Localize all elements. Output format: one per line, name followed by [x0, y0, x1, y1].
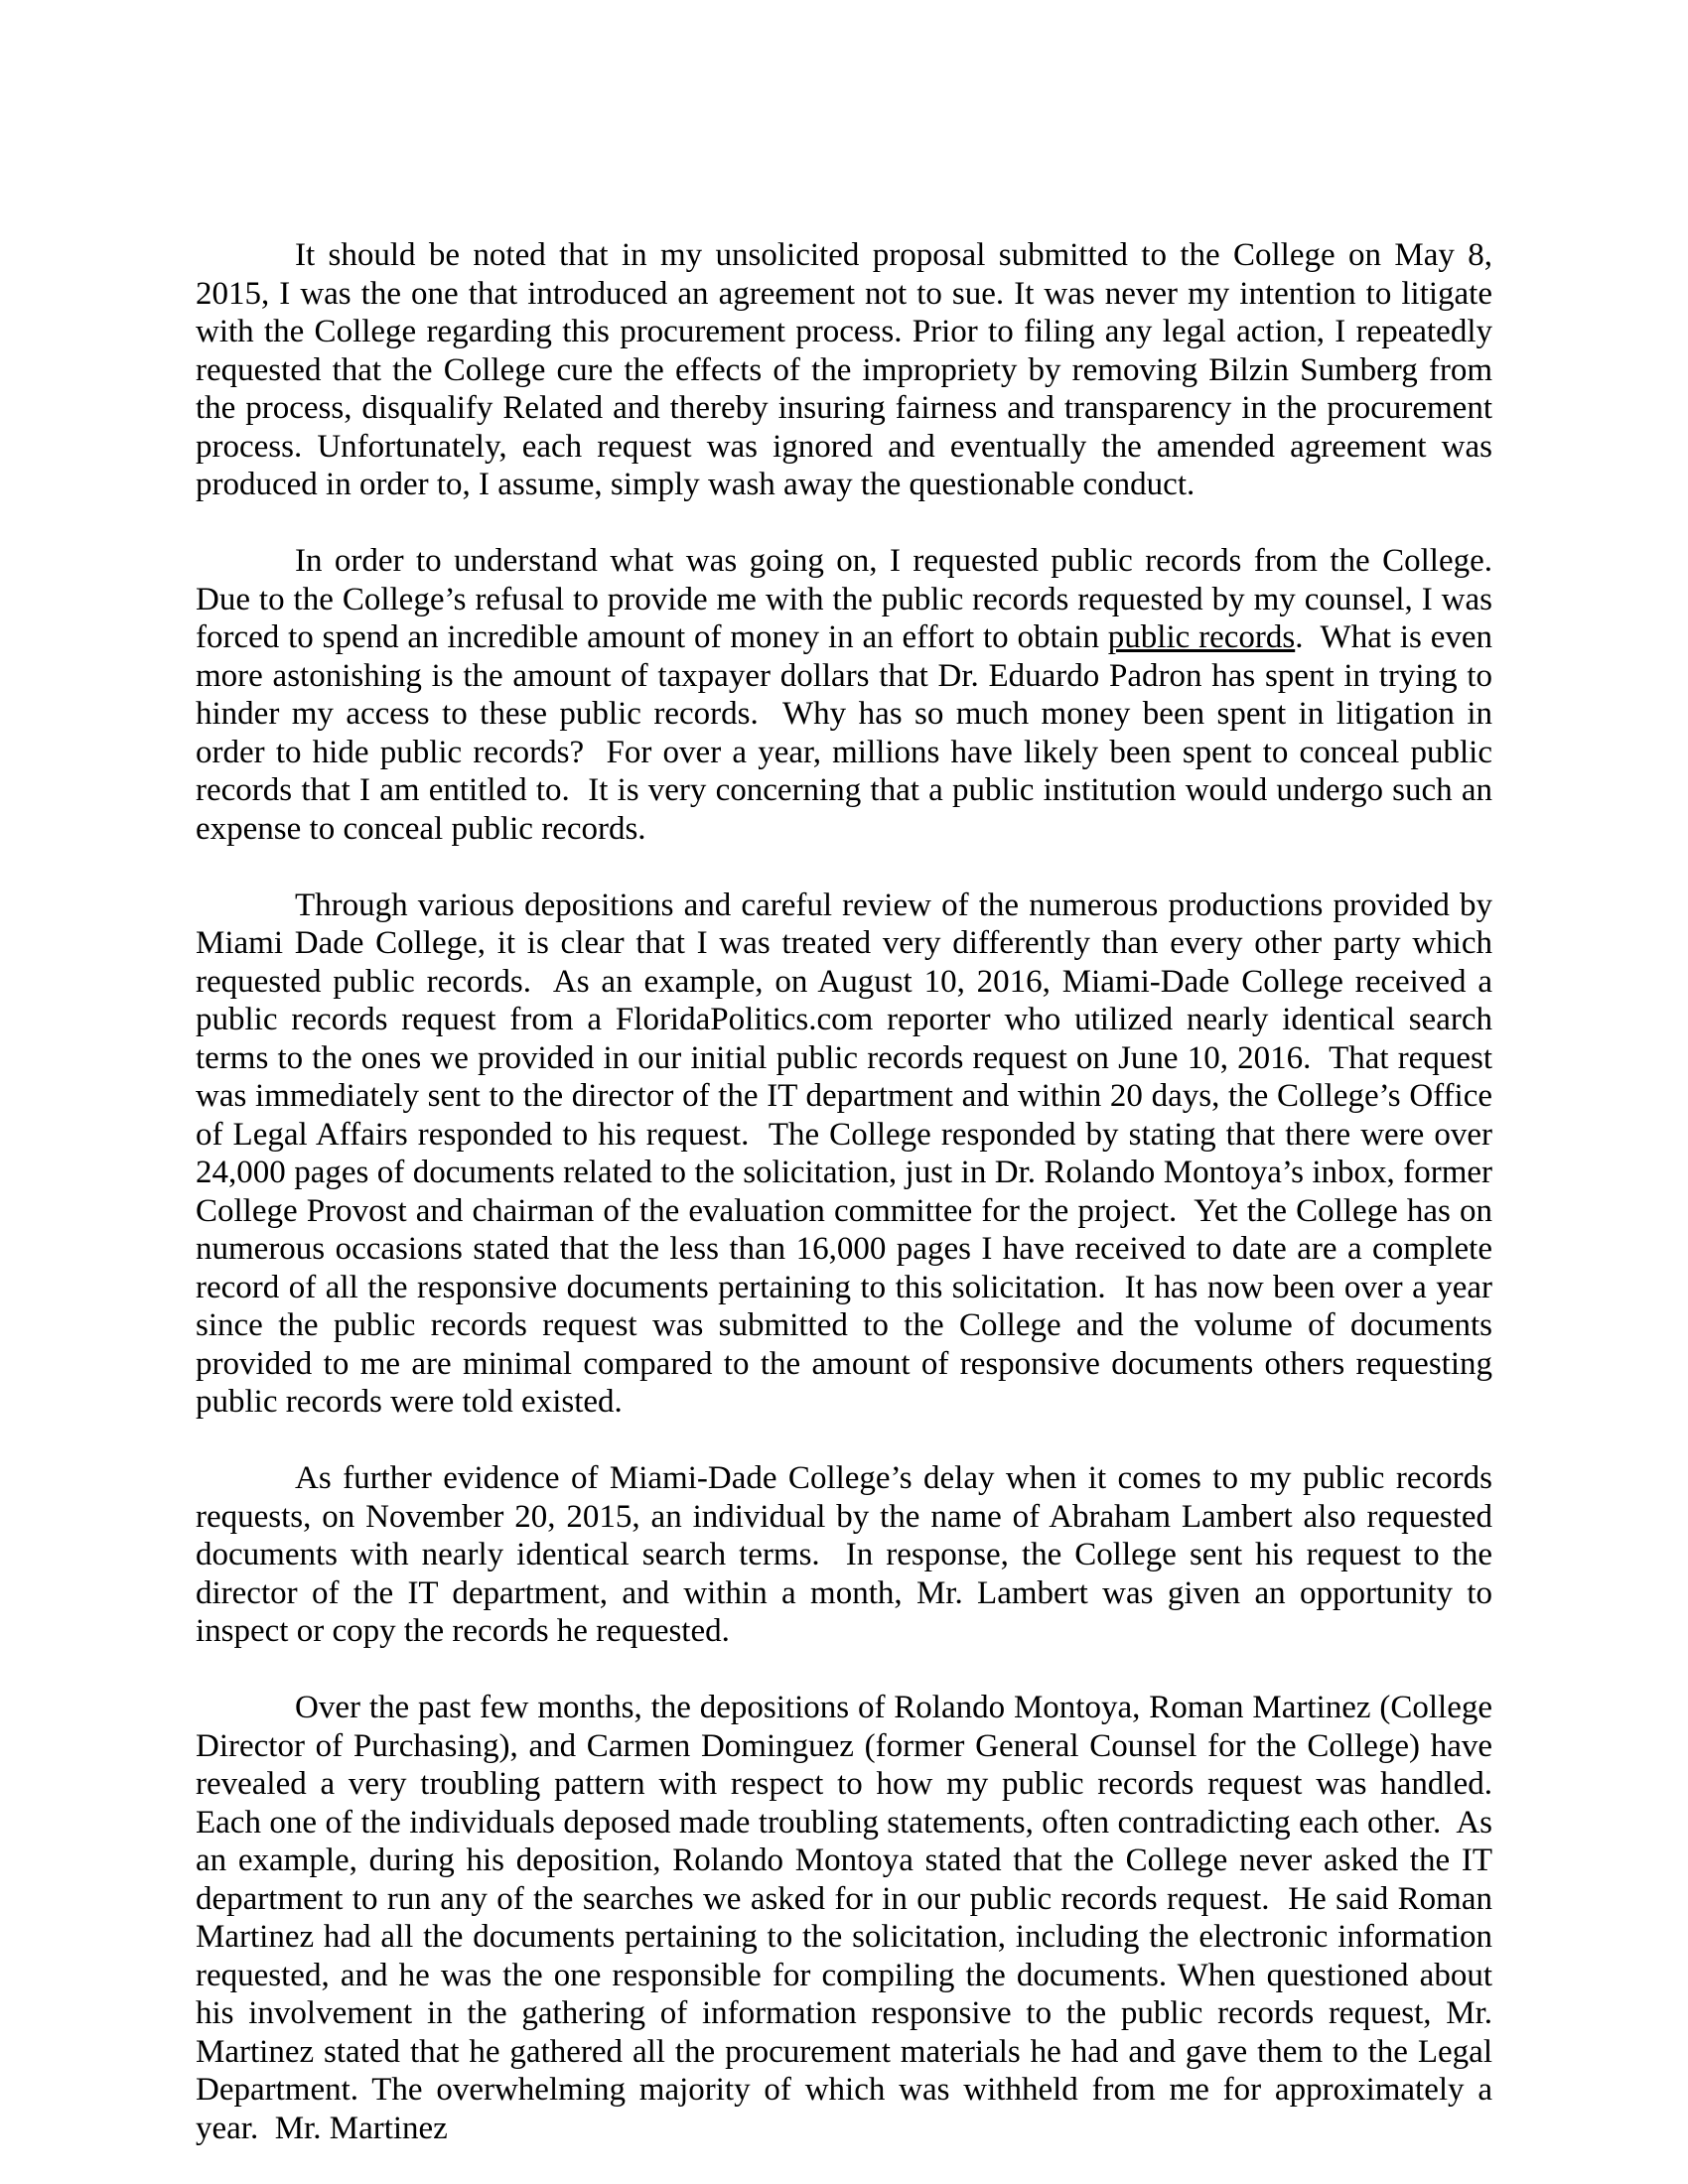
paragraph-public-records-request	[196, 542, 1501, 848]
letter-body	[196, 236, 1509, 2147]
paragraph-abraham-lambert: As further evidence of Miami-Dade College’s delay when it comes to my public records requests, on November 20, 2015, an individual by the name of Abraham Lambert also requested documents with nearly identical search terms. In response, the College sent his request to the director of the IT department, and within a month, Mr. Lambert was given an opportunity to inspect or copy the records he requested.	[196, 1460, 1501, 1649]
paragraph-2-text-before-underline: In order to understand what was going on, I requested public records from the College. Due to the College’s refusal to provide me with the public records requested by my counsel, I was forced to spend an incredible amount of money in an effort to obtain	[196, 543, 1501, 655]
paragraph-depositions-montoya-martinez: Over the past few months, the depositions of Rolando Montoya, Roman Martinez (College Director of Purchasing), and Carmen Dominguez (former General Counsel for the College) have revealed a very troubling pattern with respect to how my public records request was handled. Each one of the individuals deposed made troubling statements, often contradicting each other. As an example, during his deposition, Rolando Montoya stated that the College never asked the IT department to run any of the searches we asked for in our public records request. He said Roman Martinez had all the documents pertaining to the solicitation, including the electronic information requested, and he was the one responsible for compiling the documents. When questioned about his involvement in the gathering of information responsive to the public records request, Mr. Martinez stated that he gathered all the procurement materials he had and gave them to the Legal Department. The overwhelming majority of which was withheld from me for approximately a year. Mr. Martinez	[196, 1690, 1509, 2146]
paragraph-depositions-productions: Through various depositions and careful review of the numerous productions provided by Miami Dade College, it is clear that I was treated very differently than every other party which requested public records. As an example, on August 10, 2016, Miami-Dade College received a public records request from a FloridaPolitics.com reporter who utilized nearly identical search terms to the ones we provided in our initial public records request on June 10, 2016. That request was immediately sent to the director of the IT department and within 20 days, the College’s Office of Legal Affairs responded to his request. The College responded by stating that there were over 24,000 pages of documents related to the solicitation, just in Dr. Rolando Montoya’s inbox, former College Provost and chairman of the evaluation committee for the project. Yet the College has on numerous occasions stated that the less than 16,000 pages I have received to date are a complete record of all the responsive documents pertaining to this solicitation. It has now been over a year since the public records request was submitted to the College and the volume of documents provided to me are minimal compared to the amount of responsive documents others requesting public records were told existed.	[196, 887, 1501, 1420]
underlined-public-records-text: public records	[1107, 619, 1296, 655]
paragraph-unsolicited-proposal: It should be noted that in my unsolicited proposal submitted to the College on May 8, 2015, I was the one that introduced an agreement not to sue. It was never my intention to litigate with the College regarding this procurement process. Prior to filing any legal action, I repeatedly requested that the College cure the effects of the impropriety by removing Bilzin Sumberg from the process, disqualify Related and thereby insuring fairness and transparency in the procurement process. Unfortunately, each request was ignored and eventually the amended agreement was produced in order to, I assume, simply wash away the questionable conduct.	[196, 237, 1501, 502]
paragraph-2-text-after-underline: . What is even more astonishing is the amount of taxpayer dollars that Dr. Eduardo Padron has spent in trying to hinder my access to these public records. Why has so much money been spent in litigation in order to hide public records? For over a year, millions have likely been spent to conceal public records that I am entitled to. It is very concerning that a public institution would undergo such an expense to conceal public records.	[196, 619, 1501, 847]
